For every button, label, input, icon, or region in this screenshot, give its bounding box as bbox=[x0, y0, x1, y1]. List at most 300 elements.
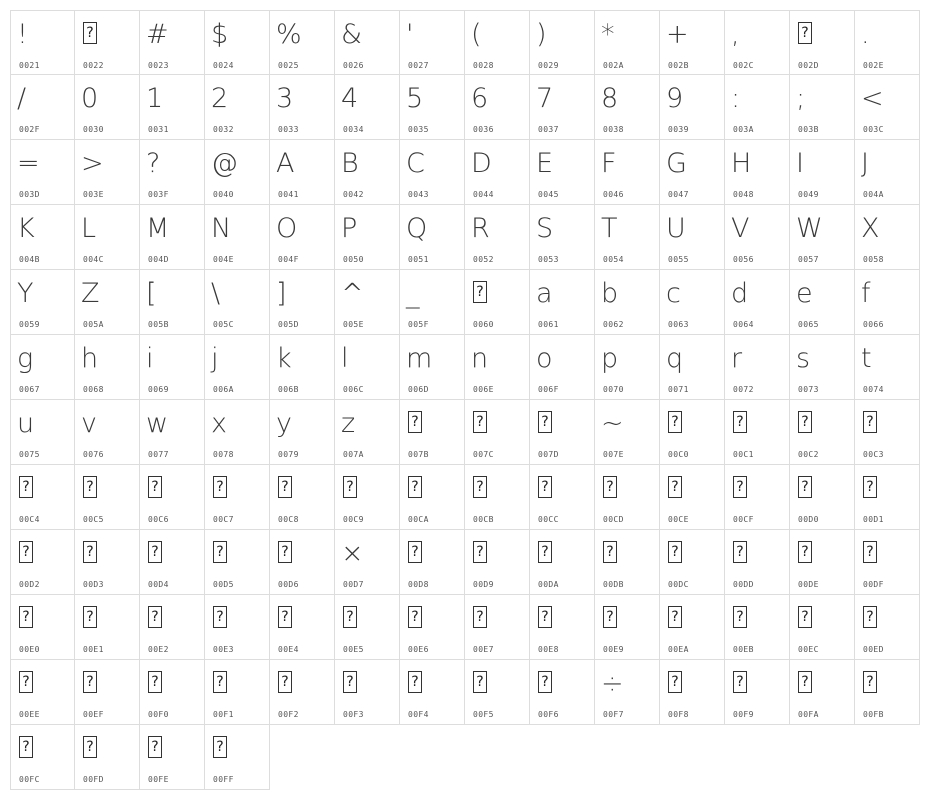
glyph-char: I bbox=[796, 148, 804, 179]
missing-glyph-box-icon: ? bbox=[148, 736, 162, 758]
missing-glyph-box-icon: ? bbox=[473, 606, 487, 628]
glyph-code-label: 0044 bbox=[473, 190, 494, 199]
glyph-cell bbox=[140, 205, 205, 270]
glyph-cell bbox=[335, 660, 400, 725]
glyph-char: 7 bbox=[536, 83, 554, 114]
missing-glyph-box-icon: ? bbox=[213, 671, 227, 693]
glyph-char: p bbox=[601, 343, 619, 374]
glyph-char: L bbox=[81, 213, 97, 244]
glyph-code-label: 004F bbox=[278, 255, 299, 264]
glyph-code-label: 00D1 bbox=[863, 515, 884, 524]
glyph-code-label: 0060 bbox=[473, 320, 494, 329]
glyph-char: 6 bbox=[471, 83, 489, 114]
glyph-char: 1 bbox=[146, 83, 164, 114]
glyph-char: M bbox=[146, 213, 170, 244]
glyph-code-label: 003F bbox=[148, 190, 169, 199]
glyph-cell bbox=[205, 10, 270, 75]
glyph-cell bbox=[855, 270, 920, 335]
missing-glyph-box-icon: ? bbox=[603, 606, 617, 628]
glyph-code-label: 004E bbox=[213, 255, 234, 264]
glyph-cell bbox=[400, 595, 465, 660]
glyph-code-label: 00E2 bbox=[148, 645, 169, 654]
missing-glyph-box-icon: ? bbox=[408, 671, 422, 693]
glyph-char: W bbox=[796, 213, 823, 244]
glyph-char: # bbox=[146, 19, 169, 50]
glyph-cell bbox=[725, 400, 790, 465]
glyph-cell bbox=[10, 205, 75, 270]
glyph-code-label: 004B bbox=[19, 255, 40, 264]
glyph-cell bbox=[855, 465, 920, 530]
glyph-char: A bbox=[276, 148, 295, 179]
glyph-cell bbox=[530, 595, 595, 660]
glyph-code-label: 0070 bbox=[603, 385, 624, 394]
missing-glyph-box-icon: ? bbox=[148, 541, 162, 563]
glyph-code-label: 00F1 bbox=[213, 710, 234, 719]
glyph-code-label: 0025 bbox=[278, 61, 299, 70]
glyph-code-label: 00C2 bbox=[798, 450, 819, 459]
glyph-cell bbox=[10, 335, 75, 400]
glyph-cell bbox=[725, 205, 790, 270]
glyph-cell bbox=[400, 465, 465, 530]
glyph-code-label: 0061 bbox=[538, 320, 559, 329]
glyph-cell bbox=[335, 10, 400, 75]
glyph-code-label: 00F6 bbox=[538, 710, 559, 719]
glyph-char: N bbox=[211, 213, 232, 244]
glyph-code-label: 00F7 bbox=[603, 710, 624, 719]
glyph-code-label: 00E3 bbox=[213, 645, 234, 654]
glyph-cell bbox=[855, 595, 920, 660]
glyph-cell bbox=[725, 75, 790, 140]
glyph-cell bbox=[335, 400, 400, 465]
glyph-code-label: 006C bbox=[343, 385, 364, 394]
glyph-cell bbox=[75, 400, 140, 465]
glyph-code-label: 00F5 bbox=[473, 710, 494, 719]
missing-glyph-box-icon: ? bbox=[83, 541, 97, 563]
glyph-cell bbox=[790, 140, 855, 205]
glyph-cell bbox=[140, 530, 205, 595]
missing-glyph-box-icon: ? bbox=[19, 606, 33, 628]
glyph-cell bbox=[270, 205, 335, 270]
glyph-cell bbox=[10, 465, 75, 530]
glyph-cell bbox=[660, 10, 725, 75]
missing-glyph-box-icon: ? bbox=[798, 476, 812, 498]
glyph-cell bbox=[530, 530, 595, 595]
glyph-code-label: 0028 bbox=[473, 61, 494, 70]
glyph-code-label: 00ED bbox=[863, 645, 884, 654]
missing-glyph-box-icon: ? bbox=[83, 736, 97, 758]
glyph-code-label: 0021 bbox=[19, 61, 40, 70]
glyph-cell bbox=[855, 205, 920, 270]
glyph-char: d bbox=[731, 278, 749, 309]
glyph-code-label: 0050 bbox=[343, 255, 364, 264]
glyph-code-label: 0053 bbox=[538, 255, 559, 264]
glyph-code-label: 00E5 bbox=[343, 645, 364, 654]
glyph-char: w bbox=[146, 408, 169, 439]
glyph-char: 8 bbox=[601, 83, 619, 114]
glyph-char: i bbox=[146, 343, 154, 374]
glyph-code-label: 006B bbox=[278, 385, 299, 394]
glyph-char: h bbox=[81, 343, 99, 374]
glyph-char: 3 bbox=[276, 83, 294, 114]
glyph-cell bbox=[530, 465, 595, 530]
glyph-code-label: 0052 bbox=[473, 255, 494, 264]
glyph-char: > bbox=[81, 148, 104, 179]
glyph-code-label: 00FE bbox=[148, 775, 169, 784]
glyph-cell bbox=[75, 205, 140, 270]
glyph-char: _ bbox=[406, 278, 420, 309]
glyph-code-label: 002B bbox=[668, 61, 689, 70]
glyph-cell bbox=[205, 400, 270, 465]
glyph-char: 2 bbox=[211, 83, 229, 114]
glyph-cell bbox=[530, 140, 595, 205]
glyph-cell bbox=[75, 660, 140, 725]
glyph-cell bbox=[790, 335, 855, 400]
glyph-cell bbox=[270, 335, 335, 400]
glyph-code-label: 0054 bbox=[603, 255, 624, 264]
glyph-code-label: 0057 bbox=[798, 255, 819, 264]
glyph-cell bbox=[725, 595, 790, 660]
glyph-code-label: 003E bbox=[83, 190, 104, 199]
glyph-cell bbox=[465, 595, 530, 660]
glyph-code-label: 006E bbox=[473, 385, 494, 394]
missing-glyph-box-icon: ? bbox=[603, 476, 617, 498]
glyph-char: j bbox=[211, 343, 219, 374]
glyph-cell bbox=[855, 530, 920, 595]
glyph-code-label: 0031 bbox=[148, 125, 169, 134]
glyph-cell bbox=[855, 335, 920, 400]
glyph-char: @ bbox=[211, 148, 238, 179]
glyph-code-label: 00CC bbox=[538, 515, 559, 524]
glyph-cell bbox=[335, 270, 400, 335]
missing-glyph-box-icon: ? bbox=[278, 476, 292, 498]
glyph-cell bbox=[530, 335, 595, 400]
glyph-cell bbox=[530, 205, 595, 270]
glyph-char: s bbox=[796, 343, 811, 374]
glyph-cell bbox=[335, 75, 400, 140]
glyph-code-label: 0045 bbox=[538, 190, 559, 199]
glyph-cell bbox=[660, 75, 725, 140]
glyph-cell bbox=[10, 595, 75, 660]
glyph-code-label: 0065 bbox=[798, 320, 819, 329]
glyph-char: t bbox=[861, 343, 872, 374]
missing-glyph-box-icon: ? bbox=[473, 671, 487, 693]
glyph-char: a bbox=[536, 278, 553, 309]
glyph-cell bbox=[790, 270, 855, 335]
glyph-cell bbox=[855, 75, 920, 140]
glyph-code-label: 00CA bbox=[408, 515, 429, 524]
glyph-code-label: 002A bbox=[603, 61, 624, 70]
glyph-code-label: 007B bbox=[408, 450, 429, 459]
glyph-code-label: 0047 bbox=[668, 190, 689, 199]
missing-glyph-box-icon: ? bbox=[733, 476, 747, 498]
glyph-cell bbox=[725, 10, 790, 75]
glyph-cell bbox=[595, 10, 660, 75]
glyph-code-label: 00E4 bbox=[278, 645, 299, 654]
glyph-code-label: 0051 bbox=[408, 255, 429, 264]
missing-glyph-box-icon: ? bbox=[278, 671, 292, 693]
glyph-cell bbox=[140, 140, 205, 205]
glyph-cell bbox=[400, 205, 465, 270]
glyph-code-label: 00EF bbox=[83, 710, 104, 719]
glyph-code-label: 00C9 bbox=[343, 515, 364, 524]
glyph-code-label: 00FD bbox=[83, 775, 104, 784]
glyph-char: C bbox=[406, 148, 425, 179]
glyph-code-label: 0049 bbox=[798, 190, 819, 199]
glyph-char: + bbox=[666, 19, 689, 50]
glyph-cell bbox=[790, 595, 855, 660]
glyph-code-label: 00EE bbox=[19, 710, 40, 719]
glyph-char: 9 bbox=[666, 83, 684, 114]
glyph-char: X bbox=[861, 213, 880, 244]
glyph-char: e bbox=[796, 278, 813, 309]
glyph-cell bbox=[205, 140, 270, 205]
glyph-cell bbox=[595, 530, 660, 595]
glyph-code-label: 00C3 bbox=[863, 450, 884, 459]
glyph-cell bbox=[10, 660, 75, 725]
glyph-code-label: 00FC bbox=[19, 775, 40, 784]
glyph-cell bbox=[595, 400, 660, 465]
glyph-cell bbox=[855, 10, 920, 75]
glyph-cell bbox=[205, 530, 270, 595]
glyph-char: [ bbox=[146, 278, 157, 309]
glyph-code-label: 006F bbox=[538, 385, 559, 394]
missing-glyph-box-icon: ? bbox=[83, 476, 97, 498]
glyph-char: \ bbox=[211, 278, 221, 309]
glyph-char: , bbox=[731, 19, 740, 50]
missing-glyph-box-icon: ? bbox=[798, 671, 812, 693]
missing-glyph-box-icon: ? bbox=[733, 541, 747, 563]
glyph-code-label: 00CB bbox=[473, 515, 494, 524]
missing-glyph-box-icon: ? bbox=[863, 541, 877, 563]
glyph-code-label: 005D bbox=[278, 320, 299, 329]
glyph-cell bbox=[465, 10, 530, 75]
glyph-code-label: 00DD bbox=[733, 580, 754, 589]
glyph-code-label: 0039 bbox=[668, 125, 689, 134]
glyph-cell bbox=[205, 205, 270, 270]
glyph-cell bbox=[660, 400, 725, 465]
glyph-cell bbox=[10, 725, 75, 790]
glyph-code-label: 0030 bbox=[83, 125, 104, 134]
glyph-code-label: 00C7 bbox=[213, 515, 234, 524]
glyph-cell bbox=[10, 75, 75, 140]
glyph-char: z bbox=[341, 408, 356, 439]
glyph-char: / bbox=[17, 83, 27, 114]
missing-glyph-box-icon: ? bbox=[473, 541, 487, 563]
missing-glyph-box-icon: ? bbox=[343, 606, 357, 628]
glyph-cell bbox=[725, 140, 790, 205]
glyph-cell bbox=[595, 465, 660, 530]
glyph-code-label: 0071 bbox=[668, 385, 689, 394]
missing-glyph-box-icon: ? bbox=[538, 606, 552, 628]
glyph-cell bbox=[335, 595, 400, 660]
glyph-cell bbox=[400, 400, 465, 465]
glyph-cell bbox=[75, 530, 140, 595]
glyph-cell bbox=[660, 465, 725, 530]
glyph-code-label: 003B bbox=[798, 125, 819, 134]
glyph-cell bbox=[10, 530, 75, 595]
missing-glyph-box-icon: ? bbox=[408, 541, 422, 563]
glyph-cell bbox=[400, 140, 465, 205]
glyph-char: b bbox=[601, 278, 619, 309]
glyph-cell bbox=[595, 75, 660, 140]
glyph-cell bbox=[400, 660, 465, 725]
glyph-code-label: 004A bbox=[863, 190, 884, 199]
glyph-cell bbox=[140, 75, 205, 140]
glyph-code-label: 00E1 bbox=[83, 645, 104, 654]
missing-glyph-box-icon: ? bbox=[19, 541, 33, 563]
glyph-code-label: 00D4 bbox=[148, 580, 169, 589]
glyph-cell bbox=[75, 10, 140, 75]
glyph-cell bbox=[595, 270, 660, 335]
glyph-cell bbox=[400, 75, 465, 140]
glyph-code-label: 00C5 bbox=[83, 515, 104, 524]
glyph-char: $ bbox=[211, 19, 229, 50]
missing-glyph-box-icon: ? bbox=[213, 476, 227, 498]
glyph-code-label: 006D bbox=[408, 385, 429, 394]
glyph-cell bbox=[10, 10, 75, 75]
glyph-cell bbox=[725, 465, 790, 530]
glyph-char: ^ bbox=[341, 278, 364, 309]
glyph-cell bbox=[790, 530, 855, 595]
glyph-char: ~ bbox=[601, 408, 624, 439]
glyph-char: P bbox=[341, 213, 358, 244]
glyph-char: * bbox=[601, 19, 615, 50]
glyph-code-label: 0041 bbox=[278, 190, 299, 199]
glyph-char: u bbox=[17, 408, 35, 439]
glyph-code-label: 00C0 bbox=[668, 450, 689, 459]
glyph-cell bbox=[465, 205, 530, 270]
glyph-code-label: 00C4 bbox=[19, 515, 40, 524]
glyph-char: K bbox=[17, 213, 35, 244]
glyph-code-label: 002F bbox=[19, 125, 40, 134]
glyph-code-label: 004D bbox=[148, 255, 169, 264]
glyph-cell bbox=[75, 335, 140, 400]
glyph-cell bbox=[140, 660, 205, 725]
glyph-code-label: 005C bbox=[213, 320, 234, 329]
glyph-char: Q bbox=[406, 213, 428, 244]
glyph-cell bbox=[205, 660, 270, 725]
glyph-cell bbox=[205, 465, 270, 530]
glyph-code-label: 00DE bbox=[798, 580, 819, 589]
missing-glyph-box-icon: ? bbox=[798, 411, 812, 433]
glyph-cell bbox=[530, 660, 595, 725]
missing-glyph-box-icon: ? bbox=[83, 671, 97, 693]
glyph-char: 5 bbox=[406, 83, 424, 114]
glyph-code-label: 00C6 bbox=[148, 515, 169, 524]
glyph-cell bbox=[75, 595, 140, 660]
missing-glyph-box-icon: ? bbox=[668, 671, 682, 693]
glyph-cell bbox=[75, 140, 140, 205]
glyph-char: ] bbox=[276, 278, 287, 309]
glyph-code-label: 005F bbox=[408, 320, 429, 329]
glyph-char: . bbox=[861, 19, 870, 50]
glyph-code-label: 00CD bbox=[603, 515, 624, 524]
glyph-code-label: 0056 bbox=[733, 255, 754, 264]
glyph-char: l bbox=[341, 343, 349, 374]
glyph-cell bbox=[660, 530, 725, 595]
glyph-code-label: 0038 bbox=[603, 125, 624, 134]
glyph-code-label: 0026 bbox=[343, 61, 364, 70]
glyph-char: 0 bbox=[81, 83, 99, 114]
glyph-cell bbox=[725, 530, 790, 595]
glyph-char: n bbox=[471, 343, 489, 374]
glyph-code-label: 00D9 bbox=[473, 580, 494, 589]
glyph-code-label: 0076 bbox=[83, 450, 104, 459]
glyph-cell bbox=[140, 595, 205, 660]
glyph-code-label: 00F3 bbox=[343, 710, 364, 719]
missing-glyph-box-icon: ? bbox=[83, 606, 97, 628]
missing-glyph-box-icon: ? bbox=[733, 606, 747, 628]
glyph-cell bbox=[595, 335, 660, 400]
glyph-cell bbox=[790, 660, 855, 725]
glyph-char: F bbox=[601, 148, 617, 179]
glyph-char: E bbox=[536, 148, 554, 179]
glyph-code-label: 0075 bbox=[19, 450, 40, 459]
glyph-char: × bbox=[341, 538, 364, 569]
glyph-cell bbox=[270, 400, 335, 465]
glyph-code-label: 00FF bbox=[213, 775, 234, 784]
glyph-cell bbox=[75, 270, 140, 335]
glyph-map-grid bbox=[10, 10, 920, 790]
glyph-cell bbox=[140, 400, 205, 465]
glyph-cell bbox=[140, 270, 205, 335]
glyph-code-label: 00DA bbox=[538, 580, 559, 589]
glyph-code-label: 003C bbox=[863, 125, 884, 134]
glyph-cell bbox=[725, 660, 790, 725]
glyph-code-label: 007E bbox=[603, 450, 624, 459]
glyph-code-label: 005A bbox=[83, 320, 104, 329]
glyph-cell bbox=[660, 660, 725, 725]
glyph-cell bbox=[530, 270, 595, 335]
glyph-cell bbox=[140, 465, 205, 530]
glyph-code-label: 0063 bbox=[668, 320, 689, 329]
glyph-cell bbox=[270, 10, 335, 75]
glyph-code-label: 00DC bbox=[668, 580, 689, 589]
glyph-code-label: 00D8 bbox=[408, 580, 429, 589]
missing-glyph-box-icon: ? bbox=[798, 22, 812, 44]
glyph-code-label: 0055 bbox=[668, 255, 689, 264]
glyph-char: ÷ bbox=[601, 668, 624, 699]
glyph-code-label: 0048 bbox=[733, 190, 754, 199]
missing-glyph-box-icon: ? bbox=[213, 736, 227, 758]
glyph-char: ' bbox=[406, 19, 414, 50]
glyph-code-label: 0024 bbox=[213, 61, 234, 70]
glyph-char: T bbox=[601, 213, 618, 244]
missing-glyph-box-icon: ? bbox=[278, 541, 292, 563]
glyph-cell bbox=[530, 75, 595, 140]
missing-glyph-box-icon: ? bbox=[603, 541, 617, 563]
glyph-cell bbox=[855, 140, 920, 205]
glyph-cell bbox=[205, 725, 270, 790]
missing-glyph-box-icon: ? bbox=[473, 411, 487, 433]
glyph-code-label: 00D7 bbox=[343, 580, 364, 589]
glyph-code-label: 007D bbox=[538, 450, 559, 459]
glyph-code-label: 003D bbox=[19, 190, 40, 199]
glyph-cell bbox=[465, 465, 530, 530]
glyph-code-label: 0042 bbox=[343, 190, 364, 199]
missing-glyph-box-icon: ? bbox=[148, 476, 162, 498]
glyph-char: O bbox=[276, 213, 298, 244]
missing-glyph-box-icon: ? bbox=[863, 411, 877, 433]
glyph-code-label: 00E7 bbox=[473, 645, 494, 654]
missing-glyph-box-icon: ? bbox=[278, 606, 292, 628]
glyph-char: B bbox=[341, 148, 359, 179]
glyph-char: ! bbox=[17, 19, 28, 50]
missing-glyph-box-icon: ? bbox=[798, 606, 812, 628]
missing-glyph-box-icon: ? bbox=[538, 541, 552, 563]
glyph-char: ; bbox=[796, 83, 806, 114]
glyph-char: r bbox=[731, 343, 743, 374]
